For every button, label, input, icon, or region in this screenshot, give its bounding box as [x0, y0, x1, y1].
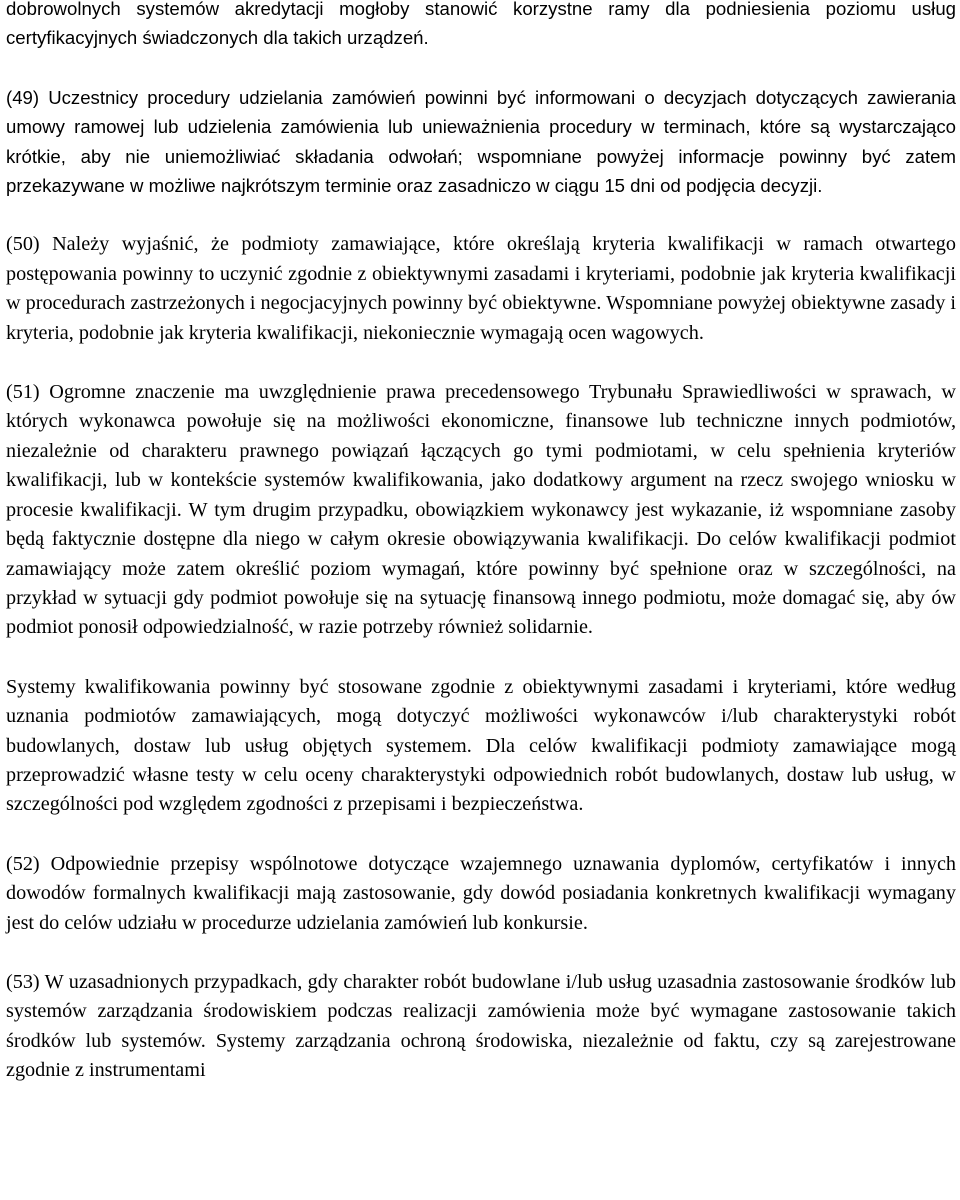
paragraph-intro-continuation: dobrowolnych systemów akredytacji mogłoby stanowić korzystne ramy dla podniesienia poziomu usług certyfikacyjnych świadczonych dla takich urządzeń.: [6, 0, 956, 49]
paragraph-50: (50) Należy wyjaśnić, że podmioty zamawiające, które określają kryteria kwalifikacji w ramach otwartego postępowania powinny to uczynić zgodnie z obiektywnymi zasadami i kryteriami, podobnie jak kryteria kwalifikacji w procedurach zastrzeżonych i negocjacyjnych powinny być obiektywne. Wspomniane powyżej obiektywne zasady i kryteria, podobnie jak kryteria kwalifikacji, niekoniecznie wymagają ocen wagowych.: [6, 233, 956, 344]
paragraph-52: (52) Odpowiednie przepisy wspólnotowe dotyczące wzajemnego uznawania dyplomów, certyfikatów i innych dowodów formalnych kwalifikacji mają zastosowanie, gdy dowód posiadania konkretnych kwalifikacji wymagany jest do celów udziału w procedurze udzielania zamówień lub konkursie.: [6, 852, 956, 934]
paragraph-51: (51) Ogromne znaczenie ma uwzględnienie prawa precedensowego Trybunału Sprawiedliwości w sprawach, w których wykonawca powołuje się na możliwości ekonomiczne, finansowe lub techniczne innych podmiotów, niezależnie od charakteru prawnego powiązań łączących go tymi podmiotami, w celu spełnienia kryteriów kwalifikacji, lub w kontekście systemów kwalifikowania, jako dodatkowy argument na rzecz swojego wniosku w procesie kwalifikacji. W tym drugim przypadku, obowiązkiem wykonawcy jest wykazanie, iż wspomniane zasoby będą faktycznie dostępne dla niego w całym okresie obowiązywania kwalifikacji. Do celów kwalifikacji podmiot zamawiający może zatem określić poziom wymagań, które powinny być spełnione oraz w szczególności, na przykład w sytuacji gdy podmiot powołuje się na sytuację finansową innego podmiotu, może domagać się, aby ów podmiot ponosił odpowiedzialność, w razie potrzeby również solidarnie.: [6, 381, 956, 639]
paragraph-49: (49) Uczestnicy procedury udzielania zamówień powinni być informowani o decyzjach dotyczących zawierania umowy ramowej lub udzielenia zamówienia lub unieważnienia procedury w terminach, które są wystarczająco krótkie, aby nie uniemożliwiać składania odwołań; wspomniane powyżej informacje powinny być zatem przekazywane w możliwe najkrótszym terminie oraz zasadniczo w ciągu 15 dni od podjęcia decyzji.: [6, 86, 956, 197]
document-page: [6, 0, 956, 1116]
paragraph-53: (53) W uzasadnionych przypadkach, gdy charakter robót budowlane i/lub usług uzasadnia zastosowanie środków lub systemów zarządzania środowiskiem podczas realizacji zamówienia może być wymagane zastosowanie takich środków lub systemów. Systemy zarządzania ochroną środowiska, niezależnie od faktu, czy są zarejestrowane zgodnie z instrumentami: [6, 970, 956, 1082]
paragraph-qualification-systems: Systemy kwalifikowania powinny być stosowane zgodnie z obiektywnymi zasadami i kryteriami, które według uznania podmiotów zamawiających, mogą dotyczyć możliwości wykonawców i/lub charakterystyki robót budowlanych, dostaw lub usług objętych systemem. Dla celów kwalifikacji podmioty zamawiające mogą przeprowadzić własne testy w celu oceny charakterystyki odpowiednich robót budowlanych, dostaw lub usług, w szczególności pod względem zgodności z przepisami i bezpieczeństwa.: [6, 675, 956, 816]
